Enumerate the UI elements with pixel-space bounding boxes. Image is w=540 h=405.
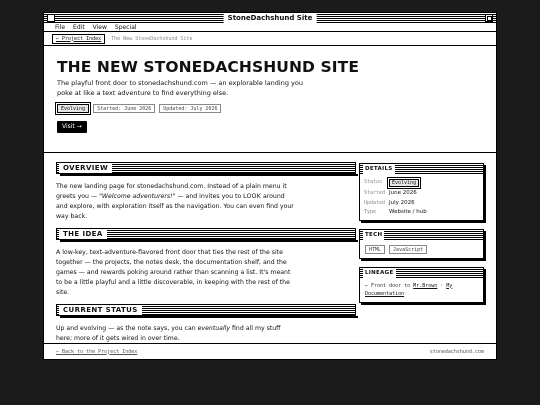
tech-chip-html: HTML bbox=[365, 245, 385, 254]
details-list bbox=[360, 174, 483, 220]
tech-heading-label: TECH bbox=[365, 231, 383, 238]
status-key: Status bbox=[364, 179, 383, 185]
menu-view[interactable]: View bbox=[92, 23, 107, 31]
tech-list bbox=[360, 240, 483, 258]
overview-text bbox=[56, 182, 296, 222]
title-bar[interactable] bbox=[44, 13, 496, 23]
tech-card bbox=[359, 229, 484, 259]
idea-heading-label: THE IDEA bbox=[59, 229, 107, 239]
main-column bbox=[44, 153, 356, 350]
overview-heading-label: OVERVIEW bbox=[59, 163, 112, 173]
lineage-separator: · bbox=[437, 282, 447, 289]
started-value: June 2026 bbox=[389, 190, 417, 196]
hero bbox=[44, 46, 496, 153]
back-to-index-link[interactable]: ← Back to the Project Index bbox=[56, 348, 138, 355]
lineage-heading-label: LINEAGE bbox=[365, 269, 394, 276]
details-heading-label: DETAILS bbox=[365, 166, 393, 172]
lineage-prefix: ← Front door to bbox=[365, 282, 414, 289]
visit-button[interactable]: Visit → bbox=[57, 121, 87, 133]
zoom-box-icon[interactable] bbox=[485, 14, 493, 22]
project-index-link[interactable]: ← Project Index bbox=[52, 34, 105, 44]
updated-chip: Updated: July 2026 bbox=[159, 104, 221, 113]
status-em: eventually bbox=[197, 325, 231, 332]
status-text-1: Up and evolving — as the note says, you can bbox=[56, 325, 198, 332]
idea-heading bbox=[56, 228, 356, 240]
status-text bbox=[56, 324, 296, 344]
lineage-text bbox=[360, 278, 483, 302]
window-title: StoneDachshund Site bbox=[224, 13, 317, 23]
status-text-2: find all my stuff here; more of it gets wired in over time. bbox=[56, 325, 281, 342]
menu-edit[interactable]: Edit bbox=[73, 23, 85, 31]
lineage-link-mr-brown[interactable]: Mr.Brown bbox=[413, 282, 438, 289]
sidebar bbox=[356, 153, 484, 350]
idea-text: A low-key, text-adventure-flavored front door that ties the rest of the site together — the projects, the notes desk, the documentation shelf, and the games — and rewards poking around rather than scanning a list. It's meant to be a little playful and a little discoverable, in keeping with the rest of the site. bbox=[56, 249, 291, 296]
details-card bbox=[359, 163, 484, 221]
tech-heading bbox=[360, 230, 483, 240]
details-heading bbox=[360, 164, 483, 174]
overview-heading bbox=[56, 162, 356, 174]
status-heading bbox=[56, 304, 356, 316]
updated-value: July 2026 bbox=[389, 199, 415, 206]
type-value: Website / hub bbox=[389, 209, 427, 215]
overview-look: LOOK bbox=[243, 193, 261, 200]
breadcrumb-current: The New StoneDachshund Site bbox=[111, 35, 193, 42]
footer-domain: stonedachshund.com bbox=[429, 348, 484, 355]
lineage-card bbox=[359, 267, 484, 303]
menu-file[interactable]: File bbox=[55, 23, 66, 31]
content-area bbox=[44, 153, 496, 350]
tech-chip-javascript: JavaScript bbox=[389, 245, 427, 254]
menu-special[interactable]: Special bbox=[114, 23, 137, 31]
started-key: Started bbox=[364, 190, 386, 196]
updated-key: Updated bbox=[364, 199, 386, 206]
meta-chips bbox=[57, 104, 496, 113]
app-window bbox=[43, 12, 497, 360]
overview-text-1: The new landing page for stonedachshund.com. Instead of a plain menu it greets you — bbox=[56, 183, 287, 200]
tagline: The playful front door to stonedachshund.com — an explorable landing you poke at like a text adventure to find everything else. bbox=[57, 79, 303, 97]
type-key: Type bbox=[364, 209, 377, 215]
lineage-heading bbox=[360, 268, 483, 278]
started-chip: Started: June 2026 bbox=[93, 104, 155, 113]
close-box-icon[interactable] bbox=[47, 14, 55, 22]
overview-text-2: — and invites you to bbox=[175, 193, 244, 200]
menu-bar bbox=[44, 23, 496, 32]
footer bbox=[44, 343, 496, 359]
lineage-link-documentation[interactable]: My Documentation bbox=[365, 282, 453, 297]
status-badge: Evolving bbox=[57, 104, 89, 113]
overview-quote: "Welcome adventurers!" bbox=[99, 193, 176, 200]
overview-text-3: around and explore, with exploration itself as the navigation. You can even find your way back. bbox=[56, 193, 294, 220]
breadcrumb bbox=[44, 32, 496, 46]
status-heading-label: CURRENT STATUS bbox=[59, 305, 142, 315]
page-title: THE NEW STONEDACHSHUND SITE bbox=[57, 58, 360, 76]
status-value: Evolving bbox=[389, 179, 419, 187]
